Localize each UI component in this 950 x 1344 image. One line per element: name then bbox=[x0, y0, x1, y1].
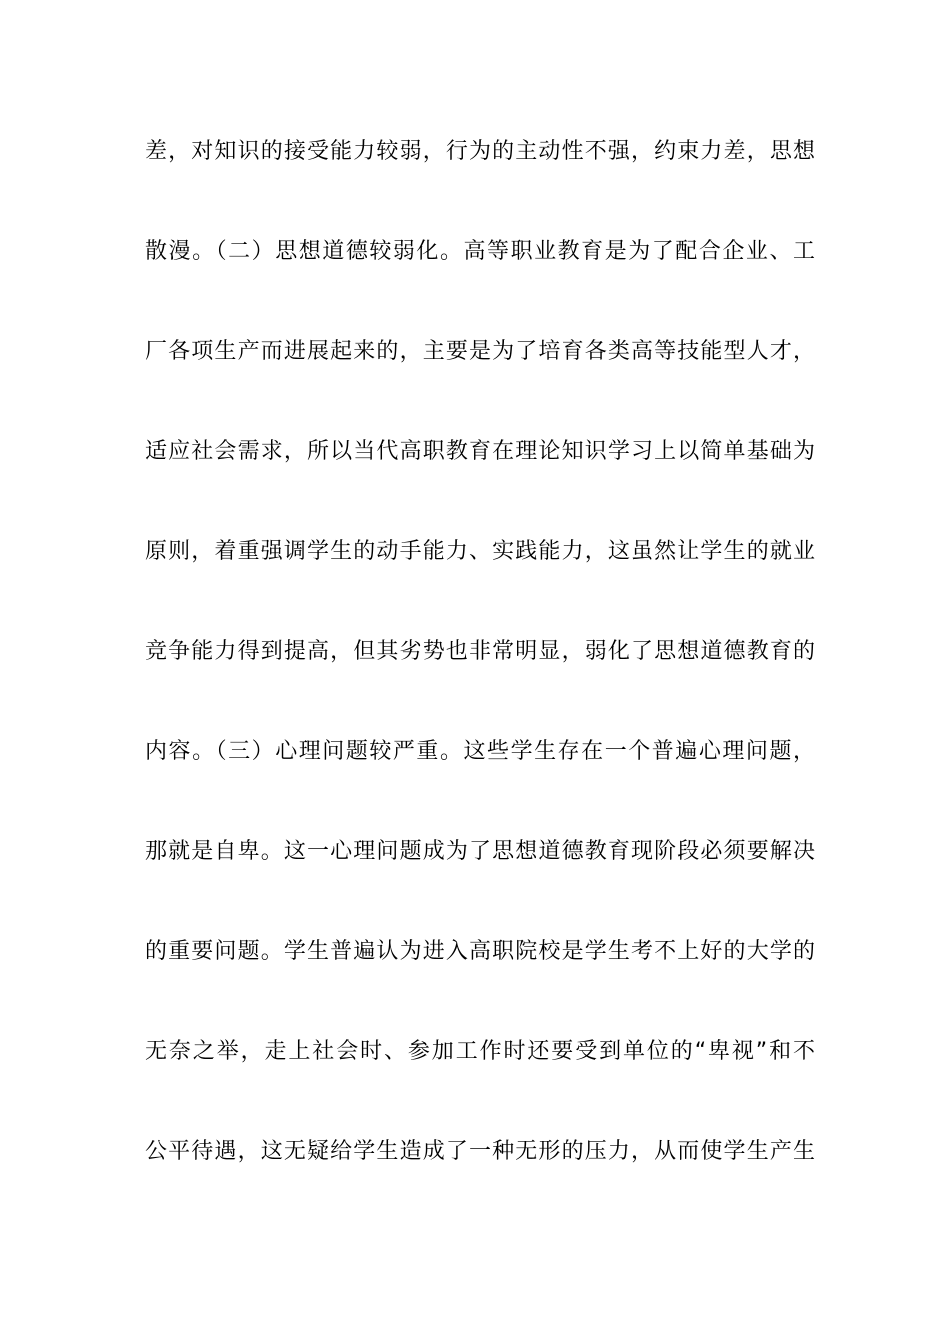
text-line: 公平待遇，这无疑给学生造成了一种无形的压力，从而使学生产生 bbox=[145, 1139, 815, 1164]
text-line: 适应社会需求，所以当代高职教育在理论知识学习上以简单基础为 bbox=[145, 439, 815, 464]
text-line: 差，对知识的接受能力较弱，行为的主动性不强，约束力差，思想 bbox=[145, 139, 815, 164]
text-line: 竞争能力得到提高，但其劣势也非常明显，弱化了思想道德教育的 bbox=[145, 639, 815, 664]
text-line: 原则，着重强调学生的动手能力、实践能力，这虽然让学生的就业 bbox=[145, 539, 815, 564]
body-text bbox=[145, 130, 815, 1230]
text-line: 散漫。（二）思想道德较弱化。高等职业教育是为了配合企业、工 bbox=[145, 239, 815, 264]
text-line: 那就是自卑。这一心理问题成为了思想道德教育现阶段必须要解决 bbox=[145, 839, 815, 864]
text-line: 内容。（三）心理问题较严重。这些学生存在一个普遍心理问题， bbox=[145, 739, 815, 764]
text-line: 的重要问题。学生普遍认为进入高职院校是学生考不上好的大学的 bbox=[145, 939, 815, 964]
text-line: 厂各项生产而进展起来的，主要是为了培育各类高等技能型人才， bbox=[145, 339, 815, 364]
text-line: 无奈之举，走上社会时、参加工作时还要受到单位的“卑视”和不 bbox=[145, 1039, 815, 1064]
